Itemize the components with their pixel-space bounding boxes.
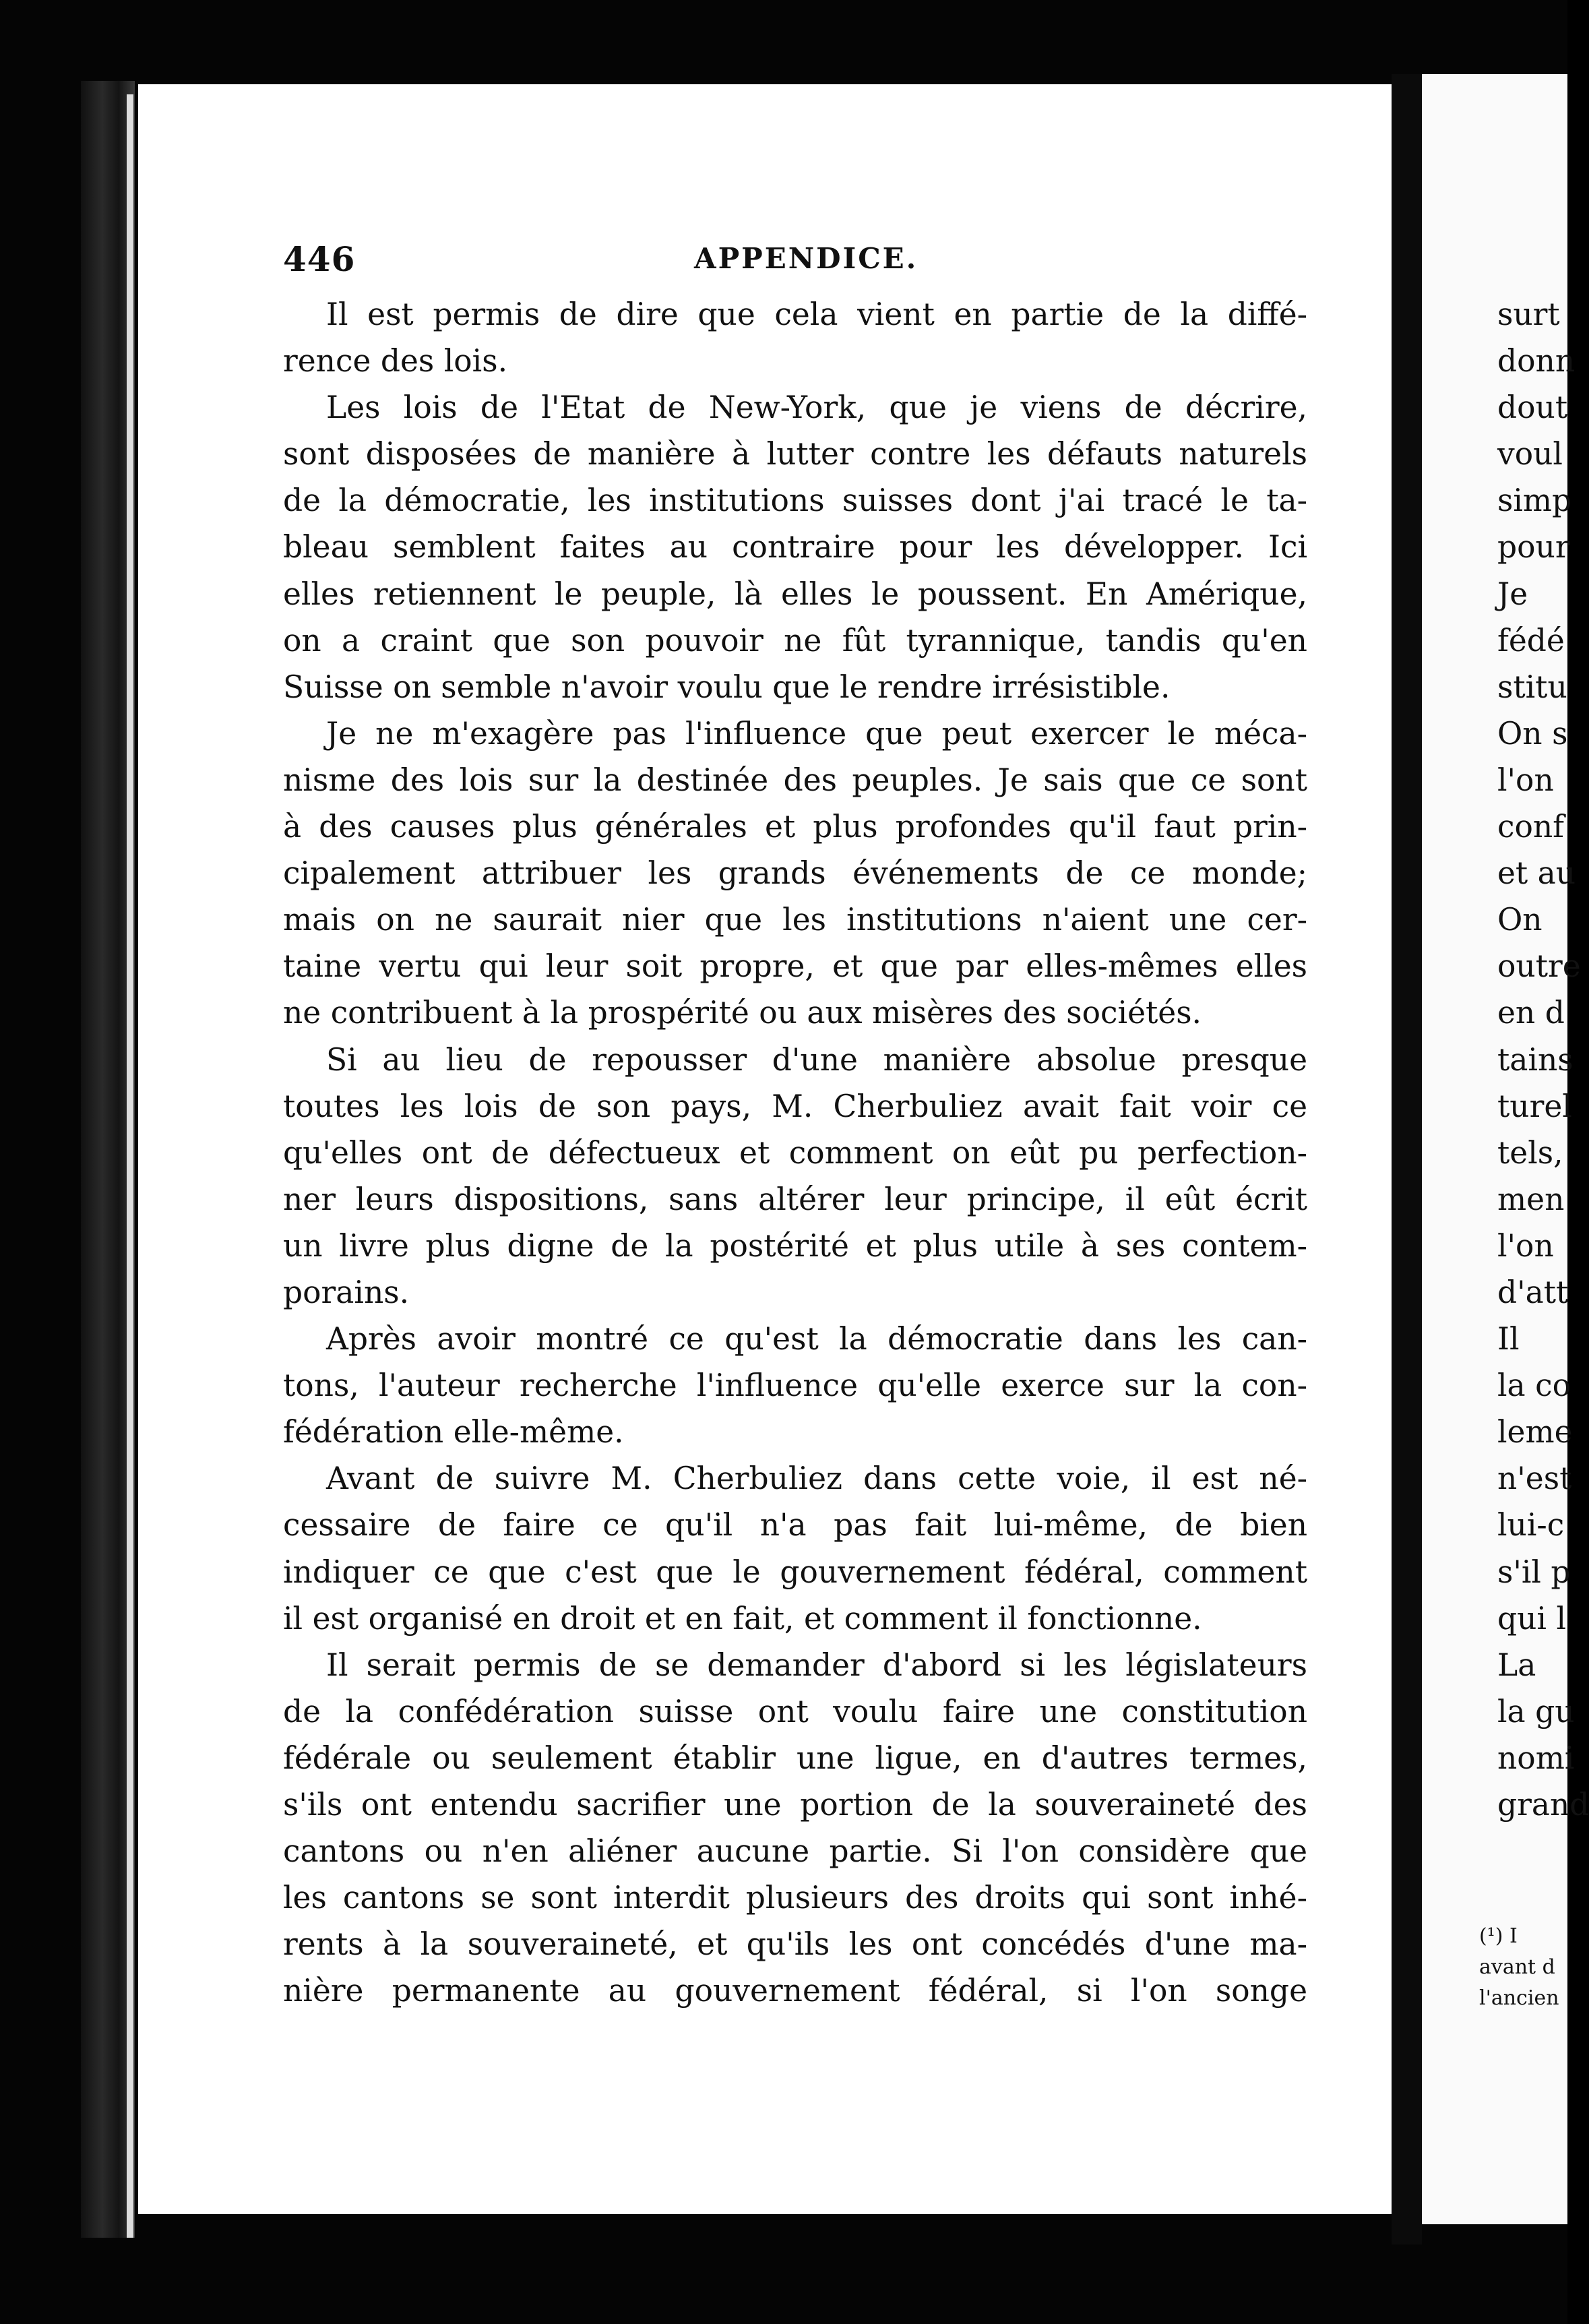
text-line: on a craint que son pouvoir ne fût tyrannique, tandis qu'en — [283, 622, 1307, 659]
facing-line: lui-c — [1497, 1507, 1565, 1543]
facing-line: simp — [1497, 483, 1572, 519]
book-gutter — [1392, 74, 1422, 2244]
text-line: un livre plus digne de la postérité et plus utile à ses contem- — [283, 1227, 1307, 1264]
facing-line: grand — [1497, 1787, 1589, 1823]
facing-line: s'il p — [1497, 1554, 1571, 1590]
facing-line: tains — [1497, 1041, 1574, 1078]
facing-line: pour — [1497, 529, 1570, 565]
facing-line: stitu — [1497, 669, 1567, 705]
text-line: porains. — [283, 1274, 410, 1310]
facing-line: qui l — [1497, 1600, 1566, 1637]
facing-line: la gu — [1497, 1693, 1575, 1730]
text-line: de la démocratie, les institutions suisses dont j'ai tracé le ta- — [283, 483, 1307, 519]
facing-line: l'on — [1497, 762, 1554, 798]
text-line: nière permanente au gouvernement fédéral, si l'on songe — [283, 1973, 1307, 2009]
text-line: mais on ne saurait nier que les institutions n'aient une cer- — [283, 902, 1307, 938]
facing-line: nomi — [1497, 1740, 1575, 1776]
facing-line: d'att — [1497, 1274, 1569, 1310]
facing-page-text — [1497, 291, 1589, 1828]
facing-line: donn — [1497, 343, 1576, 379]
text-line: taine vertu qui leur soit propre, et que par elles-mêmes elles — [283, 948, 1307, 985]
text-line: à des causes plus générales et plus profondes qu'il faut prin- — [283, 809, 1307, 845]
facing-line: surt — [1497, 297, 1560, 332]
facing-line: tels, — [1497, 1134, 1563, 1171]
footnote-line: avant d — [1479, 1955, 1555, 1979]
facing-line: On s — [1497, 715, 1568, 752]
facing-line: outre — [1497, 948, 1581, 985]
page-body — [283, 291, 1307, 2014]
facing-line: n'est — [1497, 1461, 1572, 1497]
facing-line: et au — [1497, 855, 1576, 892]
facing-line: leme — [1497, 1414, 1573, 1450]
text-line: Je ne m'exagère pas l'influence que peut exercer le méca- — [326, 715, 1307, 752]
text-line: fédération elle-même. — [283, 1414, 624, 1450]
running-head: APPENDICE. — [694, 242, 918, 275]
text-line: indiquer ce que c'est que le gouvernement fédéral, comment — [283, 1554, 1307, 1590]
text-line: Il est permis de dire que cela vient en partie de la diffé- — [326, 297, 1307, 332]
text-line: cessaire de faire ce qu'il n'a pas fait lui-même, de bien — [283, 1507, 1307, 1543]
facing-line: turel — [1497, 1088, 1572, 1124]
facing-page-footnote — [1479, 1921, 1559, 2014]
text-line: Il serait permis de se demander d'abord si les législateurs — [326, 1647, 1307, 1683]
text-line: Les lois de l'Etat de New-York, que je viens de décrire, — [326, 390, 1307, 426]
text-line: bleau semblent faites au contraire pour les développer. Ici — [283, 529, 1307, 565]
footnote-line: l'ancien — [1479, 1986, 1559, 2010]
text-line: elles retiennent le peuple, là elles le poussent. En Amérique, — [283, 576, 1307, 612]
page-number: 446 — [283, 239, 356, 279]
footnote-line: (¹) I — [1479, 1924, 1518, 1948]
text-line: s'ils ont entendu sacrifier une portion de la souveraineté des — [283, 1787, 1307, 1823]
text-line: fédérale ou seulement établir une ligue, en d'autres termes, — [283, 1740, 1307, 1776]
facing-line: fédé — [1497, 622, 1565, 659]
page-edge-line — [127, 94, 133, 2238]
facing-line: men — [1497, 1181, 1565, 1217]
page-header — [283, 239, 1307, 286]
text-line: rence des lois. — [283, 343, 508, 379]
facing-line: La — [1497, 1647, 1536, 1683]
text-line: ne contribuent à la prospérité ou aux misères des sociétés. — [283, 995, 1202, 1031]
text-line: qu'elles ont de défectueux et comment on eût pu perfection- — [283, 1134, 1307, 1171]
text-line: les cantons se sont interdit plusieurs des droits qui sont inhé- — [283, 1880, 1307, 1916]
text-line: Si au lieu de repousser d'une manière absolue presque — [326, 1041, 1307, 1078]
text-line: tons, l'auteur recherche l'influence qu'elle exerce sur la con- — [283, 1368, 1307, 1404]
text-line: ner leurs dispositions, sans altérer leur principe, il eût écrit — [283, 1181, 1307, 1217]
facing-line: On — [1497, 902, 1543, 938]
facing-line: la co — [1497, 1368, 1571, 1404]
facing-line: l'on — [1497, 1227, 1554, 1264]
facing-line: en d — [1497, 995, 1565, 1031]
text-line: cantons ou n'en aliéner aucune partie. Si l'on considère que — [283, 1833, 1307, 1870]
text-line: Avant de suivre M. Cherbuliez dans cette voie, il est né- — [326, 1461, 1307, 1497]
facing-line: voul — [1497, 436, 1563, 472]
text-line: Après avoir montré ce qu'est la démocratie dans les can- — [326, 1321, 1307, 1357]
facing-line: Je — [1497, 576, 1528, 612]
text-line: sont disposées de manière à lutter contre les défauts naturels — [283, 436, 1307, 472]
text-line: de la confédération suisse ont voulu faire une constitution — [283, 1693, 1307, 1730]
text-line: cipalement attribuer les grands événements de ce monde; — [283, 855, 1307, 892]
facing-line: dout — [1497, 390, 1568, 426]
text-line: toutes les lois de son pays, M. Cherbuliez avait fait voir ce — [283, 1088, 1307, 1124]
facing-line: conf — [1497, 809, 1565, 845]
text-line: nisme des lois sur la destinée des peuples. Je sais que ce sont — [283, 762, 1307, 798]
facing-line: Il — [1497, 1321, 1520, 1357]
text-line: Suisse on semble n'avoir voulu que le rendre irrésistible. — [283, 669, 1171, 705]
text-line: il est organisé en droit et en fait, et comment il fonctionne. — [283, 1600, 1202, 1637]
text-line: rents à la souveraineté, et qu'ils les ont concédés d'une ma- — [283, 1926, 1307, 1963]
